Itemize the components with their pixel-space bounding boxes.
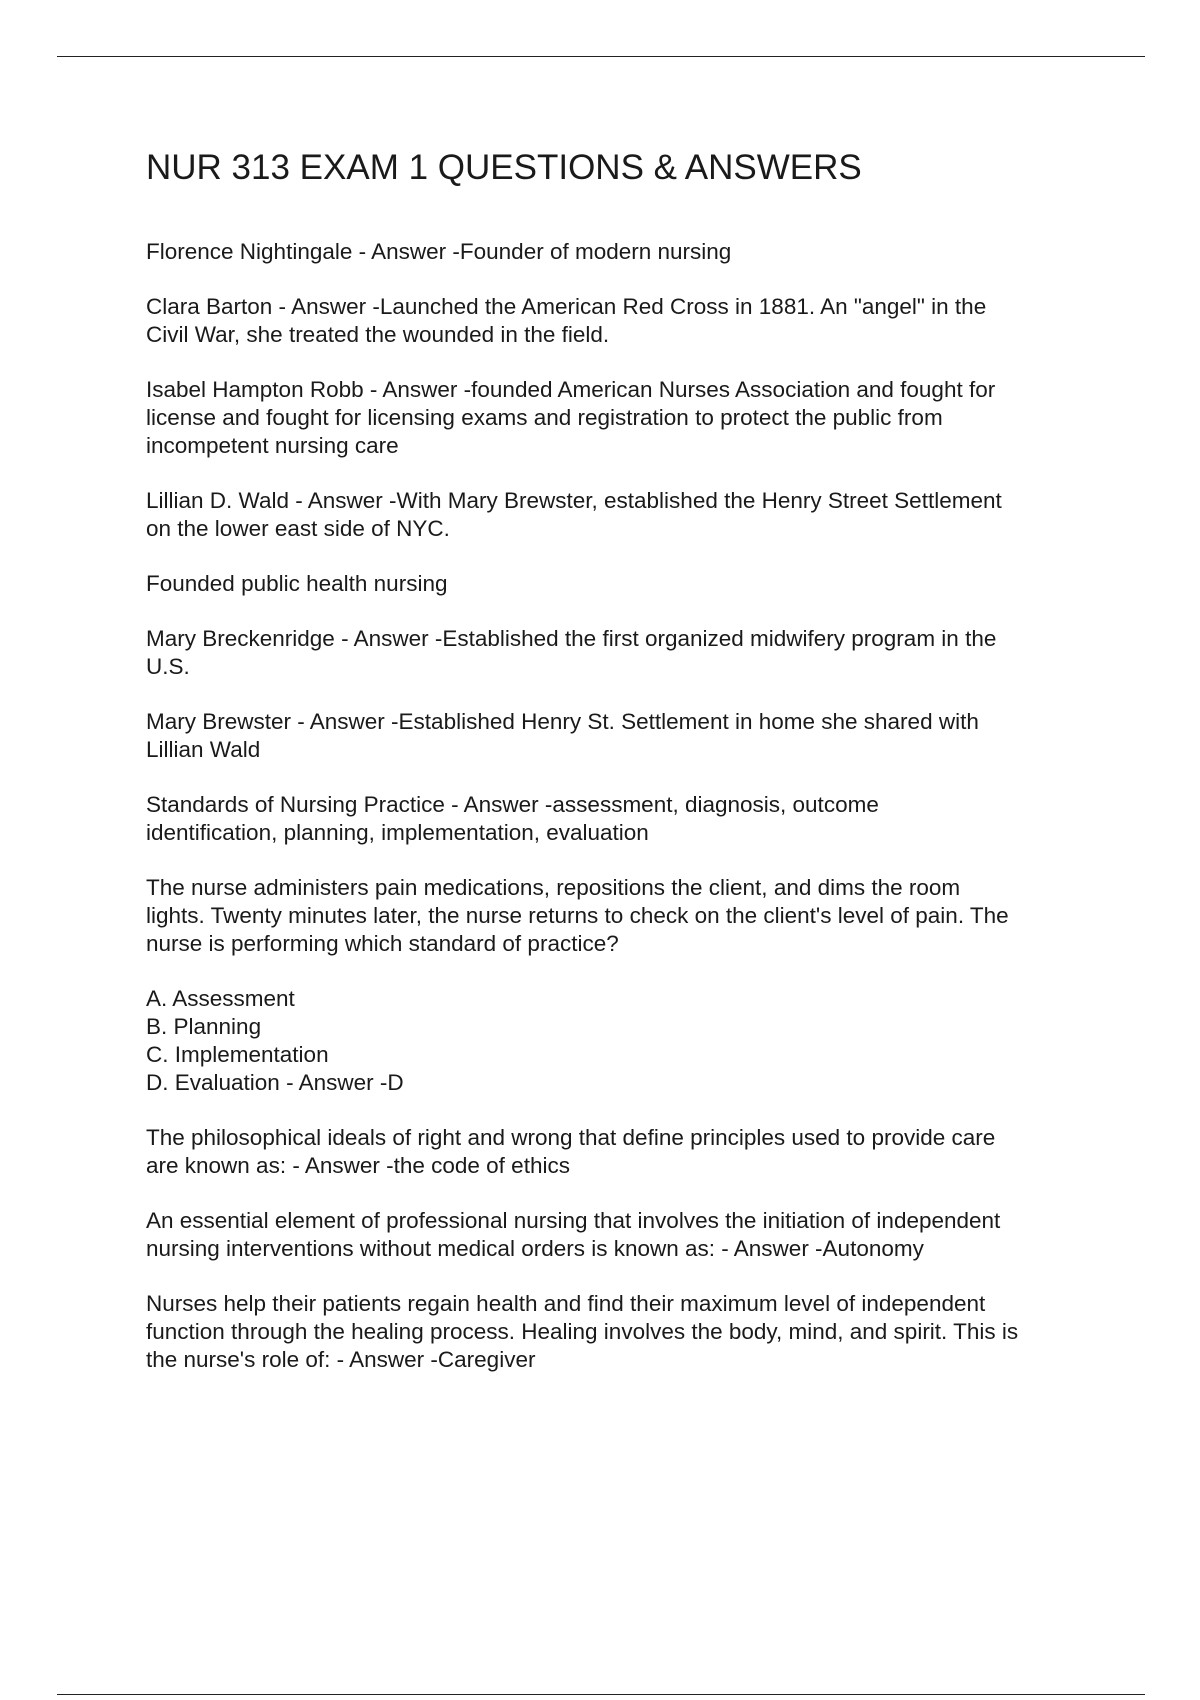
qa-entry-line: Mary Brewster - Answer -Established Henry St. Settlement in home she shared with <box>146 709 979 734</box>
qa-entry <box>146 985 1106 1097</box>
qa-entry <box>146 874 1106 958</box>
qa-entry-line: The nurse administers pain medications, repositions the client, and dims the room <box>146 875 961 900</box>
qa-entry <box>146 1290 1106 1374</box>
qa-entry-line: Founded public health nursing <box>146 571 448 596</box>
qa-entry-line: nursing interventions without medical orders is known as: - Answer -Autonomy <box>146 1236 924 1261</box>
qa-entry <box>146 238 1106 266</box>
qa-entry-line: are known as: - Answer -the code of ethics <box>146 1153 570 1178</box>
qa-entry <box>146 791 1106 847</box>
qa-entry-line: lights. Twenty minutes later, the nurse returns to check on the client's level of pain. The <box>146 903 1009 928</box>
qa-entry-line: A. Assessment <box>146 986 295 1011</box>
header-rule <box>57 56 1145 57</box>
qa-entry-line: D. Evaluation - Answer -D <box>146 1070 404 1095</box>
qa-entry-line: identification, planning, implementation, evaluation <box>146 820 649 845</box>
qa-entry-line: Civil War, she treated the wounded in the field. <box>146 322 610 347</box>
qa-entry <box>146 708 1106 764</box>
document-body <box>146 138 1106 1401</box>
document-title: NUR 313 EXAM 1 QUESTIONS & ANSWERS <box>146 148 862 187</box>
qa-entry <box>146 487 1106 543</box>
qa-entry <box>146 1124 1106 1180</box>
qa-entry-line: Lillian D. Wald - Answer -With Mary Brewster, established the Henry Street Settlement <box>146 488 1002 513</box>
qa-entry-line: An essential element of professional nursing that involves the initiation of independent <box>146 1208 1001 1233</box>
qa-entry <box>146 1207 1106 1263</box>
qa-entry-line: Nurses help their patients regain health and find their maximum level of independent <box>146 1291 986 1316</box>
qa-entry-line: Isabel Hampton Robb - Answer -founded American Nurses Association and fought for <box>146 377 996 402</box>
qa-list <box>146 238 1106 1374</box>
qa-entry-line: Mary Breckenridge - Answer -Established the first organized midwifery program in the <box>146 626 997 651</box>
qa-entry-line: on the lower east side of NYC. <box>146 516 450 541</box>
qa-entry-line: C. Implementation <box>146 1042 329 1067</box>
qa-entry-line: Clara Barton - Answer -Launched the American Red Cross in 1881. An "angel" in the <box>146 294 987 319</box>
qa-entry-line: The philosophical ideals of right and wrong that define principles used to provide care <box>146 1125 996 1150</box>
qa-entry <box>146 570 1106 598</box>
qa-entry-line: nurse is performing which standard of practice? <box>146 931 619 956</box>
qa-entry-line: function through the healing process. Healing involves the body, mind, and spirit. This is <box>146 1319 1019 1344</box>
qa-entry-line: U.S. <box>146 654 190 679</box>
qa-entry <box>146 293 1106 349</box>
qa-entry-line: Standards of Nursing Practice - Answer -assessment, diagnosis, outcome <box>146 792 879 817</box>
qa-entry <box>146 625 1106 681</box>
qa-entry-line: license and fought for licensing exams and registration to protect the public from <box>146 405 943 430</box>
footer-rule <box>57 1694 1145 1695</box>
qa-entry-line: B. Planning <box>146 1014 262 1039</box>
qa-entry <box>146 376 1106 460</box>
qa-entry-line: incompetent nursing care <box>146 433 399 458</box>
qa-entry-line: Florence Nightingale - Answer -Founder of modern nursing <box>146 239 732 264</box>
qa-entry-line: Lillian Wald <box>146 737 261 762</box>
qa-entry-line: the nurse's role of: - Answer -Caregiver <box>146 1347 536 1372</box>
